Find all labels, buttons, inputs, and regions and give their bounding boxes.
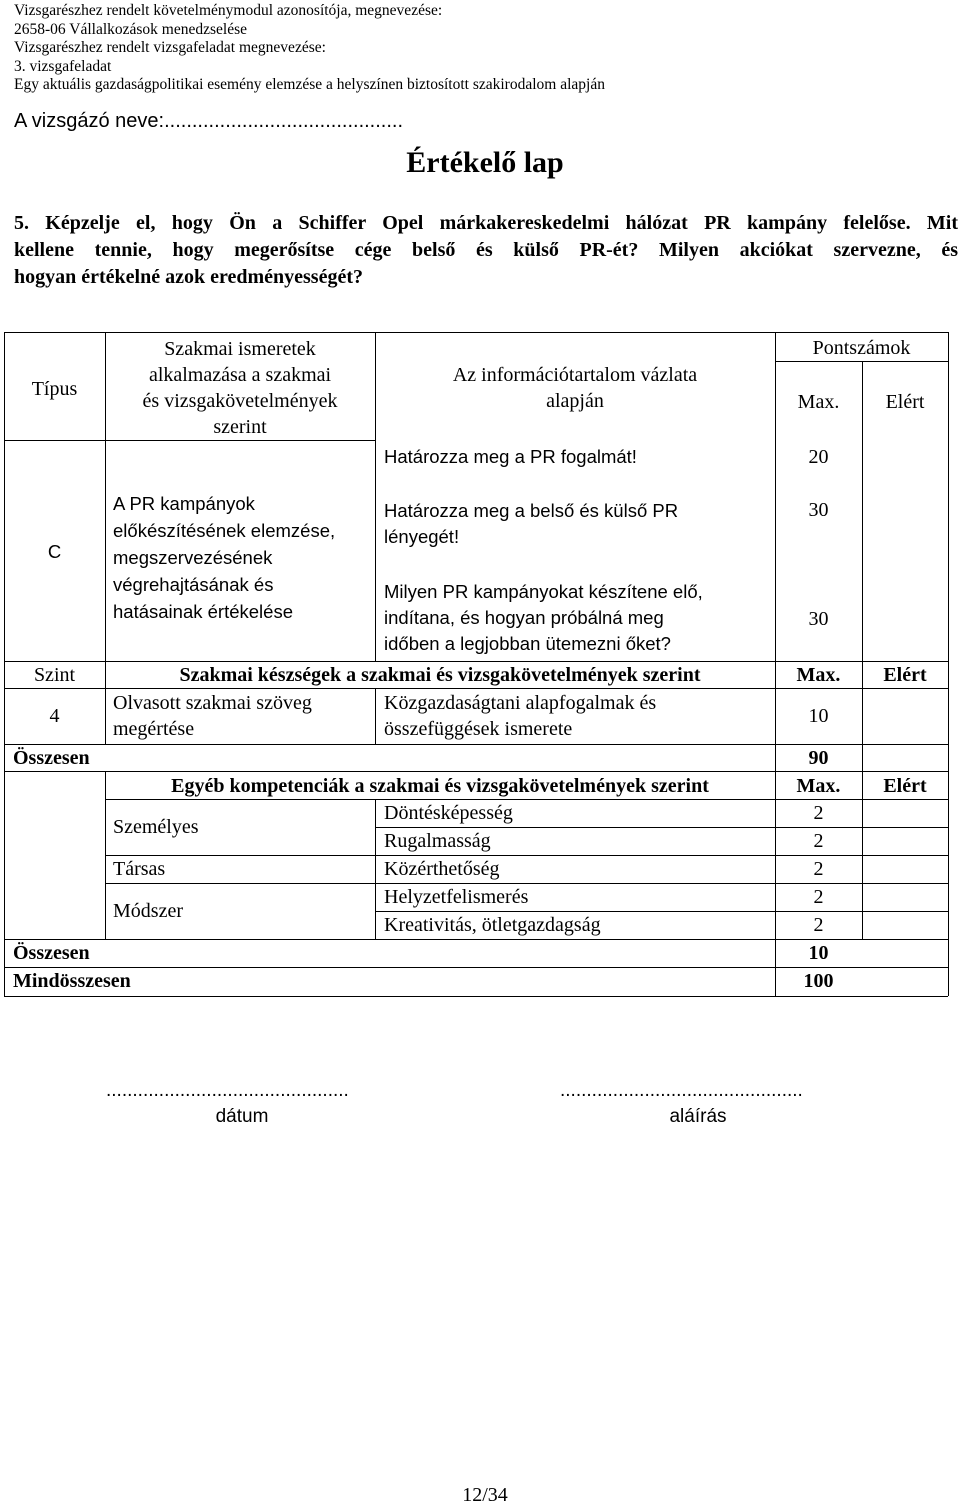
text-line: időben a legjobban ütemezni őket? [384,633,671,654]
grand-total-value: 100 [803,970,834,992]
question-line: kellene tennie, hogy megerősítse cége belső és külső PR-ét? Milyen akciókat szervezne, és [14,239,958,261]
text-line: Közgazdaságtani alapfogalmak és [384,692,657,714]
table-rule [4,332,948,333]
competency-item: Kreativitás, ötletgazdagság [384,914,601,936]
competency-item: Rugalmasság [384,830,491,852]
table-rule [4,771,948,772]
table-rule [375,799,376,939]
skill-content [384,690,656,742]
text-line: Olvasott szakmai szöveg [113,692,312,714]
date-label: dátum [215,1106,269,1127]
max-value: 20 [808,446,829,468]
content-item [384,498,678,550]
col-header-points: Pontszámok [812,337,911,359]
header-line: Vizsgarészhez rendelt vizsgafeladat megnevezése: [14,39,326,56]
other-competencies-header: Egyéb kompetenciák a szakmai és vizsgakövetelmények szerint [171,775,709,797]
header-line: és vizsgakövetelmények [142,390,338,412]
table-rule [4,996,948,997]
content-item: Határozza meg a PR fogalmát! [384,446,637,467]
subtotal-value: 90 [808,747,829,769]
knowledge-text [113,490,335,625]
subtotal-label: Összesen [13,747,90,769]
other-achieved-header: Elért [883,775,927,797]
skills-achieved-header: Elért [883,664,927,686]
competency-group: Módszer [113,900,183,922]
type-value: C [47,541,62,562]
competency-item: Helyzetfelismerés [384,886,529,908]
competency-item: Döntésképesség [384,802,513,824]
header-line: Vizsgarészhez rendelt követelménymodul azonosítója, megnevezése: [14,2,443,19]
exam-question [14,210,958,291]
competency-max: 2 [813,830,824,852]
text-line: hatásainak értékelése [113,601,293,622]
header-line: alapján [546,390,604,412]
skills-points: 10 [808,705,829,727]
candidate-name-field: A vizsgázó neve:........................................... [14,110,404,132]
table-rule [4,688,948,689]
page-title: Értékelő lap [406,146,564,179]
competency-group: Társas [113,858,166,880]
table-rule [375,688,376,744]
competency-item: Közérthetőség [384,858,500,880]
subtotal-label: Összesen [13,942,90,964]
header-line: Egy aktuális gazdaságpolitikai esemény elemzése a helyszínen biztosított szakirodalom alapján [14,76,605,93]
skill-text [113,690,312,742]
competency-group: Személyes [113,816,199,838]
header-line: Az információtartalom vázlata [452,364,698,386]
signature-line: .............................................. [560,1080,803,1101]
competency-max: 2 [813,886,824,908]
table-rule [948,332,949,996]
text-line: Határozza meg a belső és külső PR [384,500,679,521]
competency-max: 2 [813,858,824,880]
level-value: 4 [49,705,60,727]
text-line: összefüggések ismerete [384,718,573,740]
header-line: 2658-06 Vállalkozások menedzselése [14,20,247,38]
skills-header: Szakmai készségek a szakmai és vizsgakövetelmények szerint [179,664,701,686]
text-line: Milyen PR kampányokat készítene elő, [384,581,703,602]
text-line: indítana, és hogyan próbálná meg [384,607,664,628]
content-item [384,579,703,657]
question-line: 5. Képzelje el, hogy Ön a Schiffer Opel márkakereskedelmi hálózat PR kampány felelőse. Mit [14,212,958,234]
col-header-content [375,362,775,414]
col-header-knowledge [105,336,375,440]
skills-max-header: Max. [796,664,841,686]
text-line: megszervezésének [113,547,273,568]
text-line: előkészítésének elemzése, [113,520,336,541]
header-line: szerint [213,416,267,438]
table-rule [4,440,375,441]
page-number: 12/34 [462,1484,508,1506]
level-label: Szint [33,664,76,686]
table-rule [862,361,863,939]
question-line: hogyan értékelné azok eredményességét? [14,266,364,288]
max-value: 30 [808,499,829,521]
header-line: Szakmai ismeretek [164,338,316,360]
subtotal-value: 10 [808,942,829,964]
text-line: A PR kampányok [113,493,255,514]
competency-max: 2 [813,914,824,936]
max-value: 30 [808,608,829,630]
document-header [14,2,605,95]
text-line: végrehajtásának és [113,574,274,595]
header-line: alkalmazása a szakmai [148,364,332,386]
other-max-header: Max. [796,775,841,797]
col-header-achieved: Elért [885,391,925,413]
text-line: megértése [113,718,195,740]
competency-max: 2 [813,802,824,824]
col-header-type: Típus [31,378,78,400]
header-line: 3. vizsgafeladat [14,57,112,75]
grand-total-label: Mindösszesen [13,970,131,992]
date-line: .............................................. [106,1080,349,1101]
text-line: lényegét! [384,526,460,547]
signature-label: aláírás [669,1106,727,1127]
col-header-max: Max. [797,391,840,413]
